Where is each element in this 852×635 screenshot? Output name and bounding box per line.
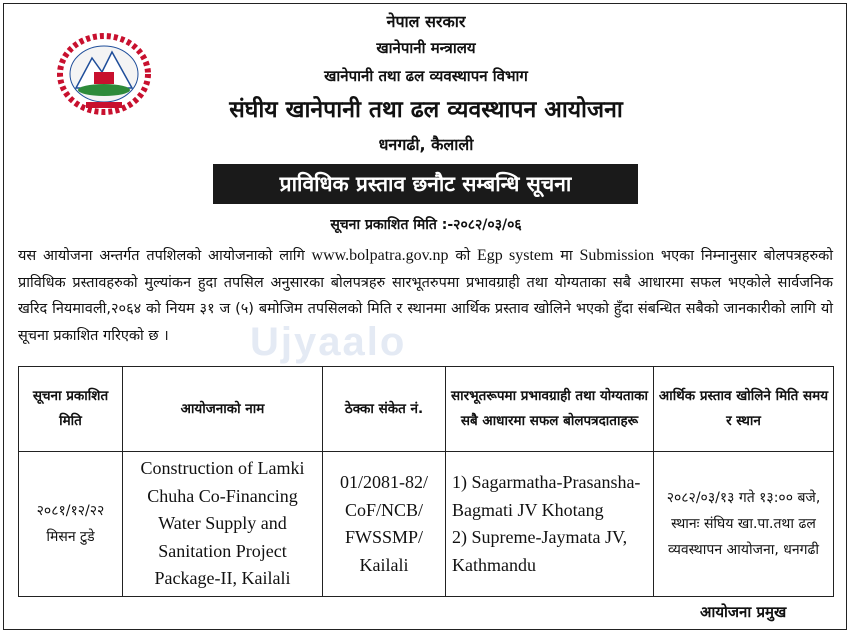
bolpatra-url: www.bolpatra.gov.np xyxy=(311,247,449,264)
table-header-row xyxy=(19,367,834,452)
bidder-item: 1) Sagarmatha-Prasansha-Bagmati JV Khotang xyxy=(452,472,641,520)
notice-paragraph xyxy=(18,243,833,349)
table-row xyxy=(19,452,834,597)
header-project-name: आयोजनाको नाम xyxy=(123,367,323,452)
watermark-text: Ujyaalo xyxy=(250,320,407,364)
signature-title: आयोजना प्रमुख xyxy=(700,603,787,621)
header-line-project: संघीय खानेपानी तथा ढल व्यवस्थापन आयोजना xyxy=(229,97,623,123)
header-line-location: धनगढी, कैलाली xyxy=(378,135,474,154)
submission-text: Submission xyxy=(579,247,655,264)
header-line-government: नेपाल सरकार xyxy=(386,12,466,31)
published-date: सूचना प्रकाशित मिति :-२०८२/०३/०६ xyxy=(330,217,522,233)
cell-contract-number: 01/2081-82/ CoF/NCB/ FWSSMP/ Kailali xyxy=(323,452,446,597)
paragraph-part: यस आयोजना अन्तर्गत तपशिलको आयोजनाको लागि xyxy=(18,248,312,264)
cell-bidders xyxy=(446,452,654,597)
header-published-date: सूचना प्रकाशित मिति xyxy=(19,367,123,452)
bidder-item: 2) Supreme-Jaymata JV, Kathmandu xyxy=(452,527,628,575)
cell-project-name: Construction of Lamki Chuha Co-Financing Water Supply and Sanitation Project Package-II, Kailali xyxy=(123,452,323,597)
header-line-ministry: खानेपानी मन्त्रालय xyxy=(376,39,476,57)
header-successful-bidders: सारभूतरूपमा प्रभावग्राही तथा योग्यताका सबै आधारमा सफल बोलपत्रदाताहरू xyxy=(446,367,654,452)
header-line-department: खानेपानी तथा ढल व्यवस्थापन विभाग xyxy=(324,67,528,85)
notice-title-banner: प्राविधिक प्रस्ताव छनौट सम्बन्धि सूचना xyxy=(213,164,638,204)
cell-opening-details: २०८२/०३/१३ गते १३:०० बजे, स्थानः संघिय खा.पा.तथा ढल व्यवस्थापन आयोजना, धनगढी xyxy=(654,452,834,597)
paragraph-part: भएका निम्नानुसार बोलपत्रहरुको प्राविधिक प्रस्तावहरुको मुल्यांकन हुदा तपसिल अनुसारका बोलपत्रहरु सारभूतरुपमा प्रभावग्राही तथा योग्यताका सबै आधारमा सफल भएकोले सार्वजनिक खरिद नियमावली,२०६४ को नियम ३१ ज (५) बमोजिम तपसिलको मिति र स्थानमा आर्थिक प्रस्ताव खोलिने भएको हुँदा संबन्धित सबैको जानकारीको लागि यो सूचना प्रकाशित गरिएको छ । xyxy=(18,248,834,344)
paragraph-part: मा xyxy=(553,248,580,264)
header-contract-number: ठेक्का संकेत नं. xyxy=(323,367,446,452)
cell-published-date: २०८१/१२/२२ मिसन टुडे xyxy=(19,452,123,597)
egp-system-text: Egp system xyxy=(477,247,554,264)
header-opening-details: आर्थिक प्रस्ताव खोलिने मिति समय र स्थान xyxy=(654,367,834,452)
paragraph-part: को xyxy=(448,248,478,264)
tender-table xyxy=(18,366,834,597)
